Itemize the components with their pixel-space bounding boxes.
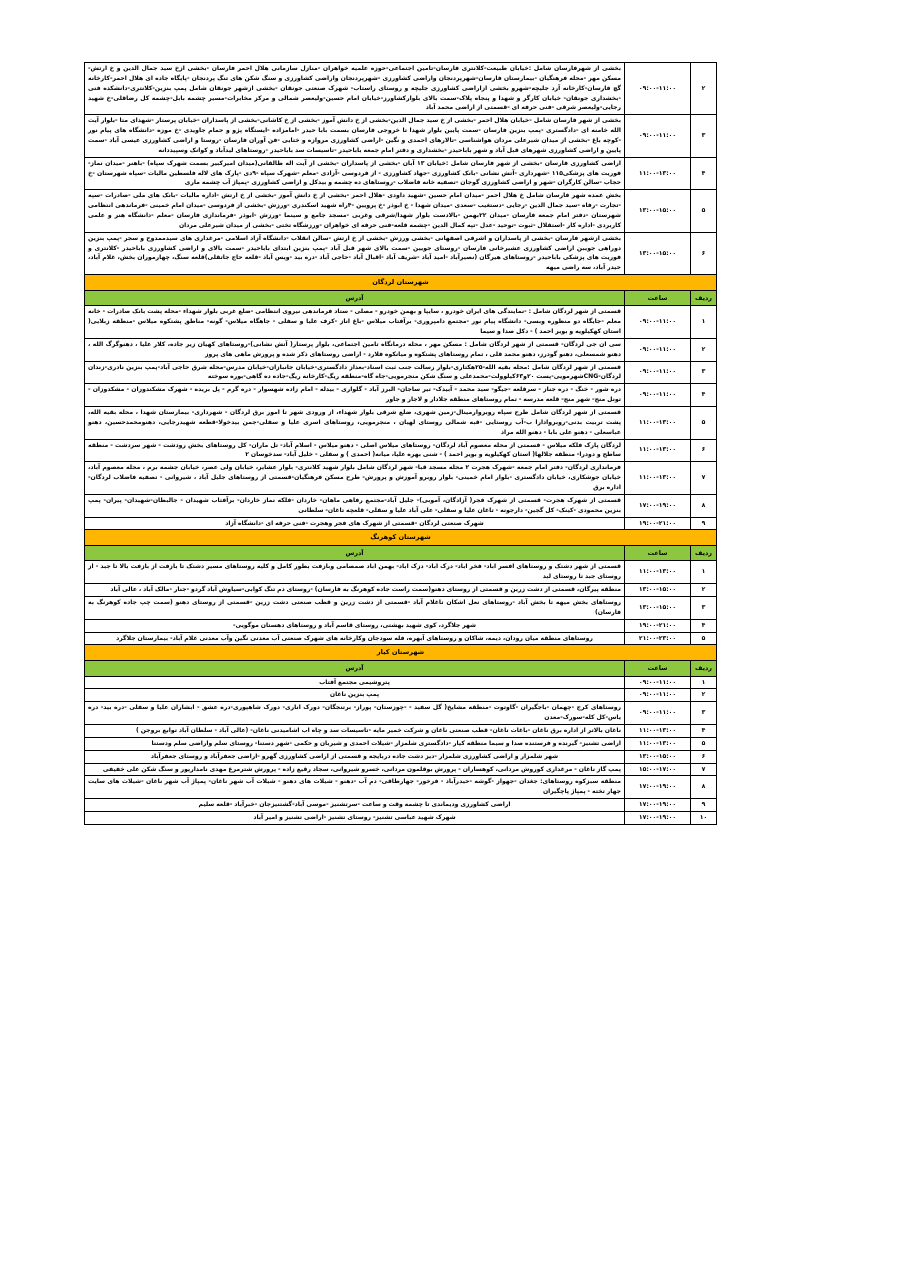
outage-time-cell: ۱۹:۰۰-۲۱:۰۰ bbox=[625, 517, 691, 530]
outage-address-cell: قسمتی از شهر لردگان شامل : -نمایندگی های ایران خودرو ، سایپا و بهمن خودرو - مصلی - ستاد فرماندهی نیروی انتظامی -ضلع غربی بلوار شهداء -محله پشت بانک صادرات - خانه معلم -جایگاه دو منظوره وبسی- دانشگاه پیام نور -مجتمع دامپروری- برآفتاب میلاس -باغ اناز -کرف علیا و سفلی - جاهگاه میلاس- گونه- مناطق پشتکوه میلاس -منطقه زبلایی( استان کهکیلویه و بویر احمد ) - دکل صدا و سیما bbox=[85, 306, 625, 339]
table-row bbox=[85, 462, 717, 495]
outage-time-cell: ۱۳:۰۰-۱۵:۰۰ bbox=[625, 750, 691, 763]
outage-address-cell: روستاهای منطقه میان رودان، دیمه، شاکان و روستاهای آبهره، فله سودجان وکارخانه های شهرک صنعتی آب معدنی نگین وآب معدنی غلام آباد- بیمارستان جلاگرد bbox=[85, 632, 625, 645]
row-number-cell: ۵ bbox=[691, 190, 717, 232]
outage-time-cell: ۱۳:۰۰-۱۵:۰۰ bbox=[625, 597, 691, 620]
column-header-row bbox=[85, 290, 717, 305]
outage-address-cell: اراضی کشاورزی ودیماندی تا چشمه وقت و ساعت -سرتشنیز -موسی آباد-گشتنیزجان -خبرآباد -قلعه سلیم bbox=[85, 799, 625, 812]
column-header-time: ساعت bbox=[625, 546, 691, 561]
row-number-cell: ۷ bbox=[691, 763, 717, 776]
row-number-cell: ۸ bbox=[691, 776, 717, 799]
row-number-cell: ۳ bbox=[691, 597, 717, 620]
outage-address-cell: قسمتی از شهر لردگان شامل طرح سپاه روبروارمینال-زمین شهری، ضلع شرقی بلوار شهداء، از ورودی شهر تا امور برق لردگان - شهرداری- بیمارستان شهدا ، محله بقیه الله، پشت تربیت بدنی-روبروادارا ب-آب روستایی -قبه شمالی روستای لهیان ، منجرمویی، روستاهای اسری علیا و سفلی-جمن بیدخولا-قطعه شهیدرجایی، دهنومحمدحسین، دهنو عباسعلی - دهنو علی بابا - دهنو الله مراد bbox=[85, 406, 625, 439]
column-header-row bbox=[85, 546, 717, 561]
row-number-cell: ۱ bbox=[691, 676, 717, 689]
column-header-time: ساعت bbox=[625, 290, 691, 305]
table-row bbox=[85, 115, 717, 157]
outage-time-cell: ۰۹:۰۰-۱۱:۰۰ bbox=[625, 63, 691, 115]
table-row bbox=[85, 384, 717, 407]
outage-time-cell: ۰۹:۰۰-۱۱:۰۰ bbox=[625, 361, 691, 384]
outage-address-cell: لردگان پارک فلکه میلاس - قسمتی از محله معصوم آباد لردگان- روستاهای میلاس اصلی - دهنو میلاس - اسلام آباد- تل ماران- کل روستاهای بخش رودشت - شهر سردشت - منطقه ساطح و دودرا- منطقه جلالها( استان کهکیلویه و بویر احمد ) - شنی بهره علیا، میانه( احمدی ) و سفلی - خلیل آباد- سدخوسان ۲ bbox=[85, 439, 625, 462]
section-title-section-lordegan: شهرستان لردگان bbox=[85, 275, 717, 291]
row-number-cell: ۱ bbox=[691, 306, 717, 339]
section-title-row bbox=[85, 645, 717, 661]
table-row bbox=[85, 517, 717, 530]
outage-address-cell: روستاهای بخش میهه تا بخش آباد -روستاهای نعل اشکان تاغلام آباد -قسمتی از دشت زرین و قطب صنعتی دشت زرین -قسمتی از روستای دهنو (سمت چپ جاده کوهرنگ به فارسان) bbox=[85, 597, 625, 620]
section-title-section-koohrang: شهرستان کوهرنگ bbox=[85, 530, 717, 546]
outage-address-cell: شهرک شهید عباسی تشنیز- روستای تشنیز -اراضی تشنیز و امیر آباد bbox=[85, 811, 625, 824]
outage-time-cell: ۱۱:۰۰-۱۳:۰۰ bbox=[625, 157, 691, 190]
outage-time-cell: ۰۹:۰۰-۱۱:۰۰ bbox=[625, 115, 691, 157]
row-number-cell: ۵ bbox=[691, 406, 717, 439]
outage-time-cell: ۱۱:۰۰-۱۳:۰۰ bbox=[625, 561, 691, 584]
table-row bbox=[85, 619, 717, 632]
outage-address-cell: قسمتی از شهر دشتک و روستاهای افسر اباد- فخر اباد- درک اباد- دزک اباد- بهمن اباد صمصامی وبازفت بطور کامل و کلیه روستاهای مسیر دشتک تا بازفت از بازفت بالا تا جبد - از روستای جبد تا روستای لبد bbox=[85, 561, 625, 584]
row-number-cell: ۳ bbox=[691, 702, 717, 725]
outage-time-cell: ۰۹:۰۰-۱۱:۰۰ bbox=[625, 384, 691, 407]
table-row bbox=[85, 494, 717, 517]
row-number-cell: ۶ bbox=[691, 750, 717, 763]
outage-time-cell: ۲۱:۰۰-۲۳:۰۰ bbox=[625, 632, 691, 645]
outage-address-cell: منطقه سبزکوه روستاهای: جغدان -جهواز -گوشه -حیدرآباد - فرخور- جهارطاقی- دم آب -دهنو - شیلات های دهنو - شیلات آب شهر ناغان- پمپاژ آب شهر ناغان -شیلات های سایت جهار تخته - پمپاژ پاچگیران bbox=[85, 776, 625, 799]
outage-address-cell: پتروشیمی مجتمع آفتاب bbox=[85, 676, 625, 689]
outage-time-cell: ۱۷:۰۰-۱۹:۰۰ bbox=[625, 799, 691, 812]
outage-time-cell: ۰۹:۰۰-۱۱:۰۰ bbox=[625, 702, 691, 725]
column-header-time: ساعت bbox=[625, 661, 691, 676]
outage-time-cell: ۱۳:۰۰-۱۵:۰۰ bbox=[625, 232, 691, 274]
column-header-row-number: ردیف bbox=[691, 661, 717, 676]
row-number-cell: ۱ bbox=[691, 561, 717, 584]
table-row bbox=[85, 776, 717, 799]
table-row bbox=[85, 190, 717, 232]
row-number-cell: ۵ bbox=[691, 632, 717, 645]
row-number-cell: ۷ bbox=[691, 462, 717, 495]
outage-time-cell: ۰۹:۰۰-۱۱:۰۰ bbox=[625, 676, 691, 689]
row-number-cell: ۲ bbox=[691, 584, 717, 597]
column-header-row-number: ردیف bbox=[691, 290, 717, 305]
column-header-row-number: ردیف bbox=[691, 546, 717, 561]
outage-time-cell: ۰۹:۰۰-۱۱:۰۰ bbox=[625, 306, 691, 339]
outage-address-cell: پمپ بنزین ناغان bbox=[85, 689, 625, 702]
table-row bbox=[85, 584, 717, 597]
table-row bbox=[85, 689, 717, 702]
table-row bbox=[85, 597, 717, 620]
outage-address-cell: شهر جلاگرد، کوی شهید بهشتی، روستای قاسم آباد و روستاهای دهستان موگویی- bbox=[85, 619, 625, 632]
outage-address-cell: بخشی از شهرفارسان شامل :خیابان طبیعت-کلانتری فارسان-تامین اجتماعی-حوزه علمیه خواهران -منازل سازمانی هلال احمر فارسان -بخشی ازخ سید جمال الدین و خ ارتش- مسکن مهر -محله فرهنگیان -بیمارستان فارسان-شهرپردنجان واراضی کشاورزی -شهرپردنجان واراضی کشاورزی و سنگ شکن های تنگ پردنجان -پایگاه جاده ای هلال احمر-کارخانه گچ فارسان-کارخانه آرد جلیچه-شهرو بخشی ازاراضی کشاورزی جلیچه و روستای راستاب- شهرک صنعتی جونقان -بخشی ازشهر جونقان شامل پمپ بنزین-کلانتری-دانشکده فنی -بخشداری جونقان- خیابان کارگر و شهدا و پنجاه پلاک-سمت بالای بلوارکشاورز-خیابان امام حسین-ولیعصر شمالی و مرکز مخابرات-مسیر چشمه بابل-چشمه کل رضاقلی-خ شهید رجایی-ولیعصر شرقی -فنی حرفه ای -قسمتی از اراضی محمد آباد bbox=[85, 63, 625, 115]
row-number-cell: ۹ bbox=[691, 517, 717, 530]
table-row bbox=[85, 338, 717, 361]
table-row bbox=[85, 157, 717, 190]
row-number-cell: ۲ bbox=[691, 63, 717, 115]
row-number-cell: ۹ bbox=[691, 799, 717, 812]
outage-time-cell: ۱۹:۰۰-۲۱:۰۰ bbox=[625, 619, 691, 632]
outage-address-cell: منطقه پیرگان، قسمتی از دشت زرین و قسمتی از روستای دهنو(سمت راست جاده کوهرنگ به فارسان) -روستای دم تنگ کوابی-سیاوش آباد گردو -جنار -مالک آباد ، عالی آباد bbox=[85, 584, 625, 597]
row-number-cell: ۸ bbox=[691, 494, 717, 517]
outage-time-cell: ۱۳:۰۰-۱۵:۰۰ bbox=[625, 584, 691, 597]
outage-time-cell: ۱۱:۰۰-۱۳:۰۰ bbox=[625, 439, 691, 462]
row-number-cell: ۲ bbox=[691, 689, 717, 702]
table-row bbox=[85, 799, 717, 812]
row-number-cell: ۲ bbox=[691, 338, 717, 361]
outage-address-cell: پمپ گاز ناغان - مرغداری کوروش مردانی، کوهساران - پرورش بوقلمون مردانی، خسرو شیروانی، سجاد رقیع زاده - پرورش شترمرغ مهدی نامدارپور و سنگ شکن علی خفیفی bbox=[85, 763, 625, 776]
outage-time-cell: ۱۱:۰۰-۱۳:۰۰ bbox=[625, 462, 691, 495]
table-row bbox=[85, 63, 717, 115]
table-row bbox=[85, 702, 717, 725]
outage-time-cell: ۱۷:۰۰-۱۹:۰۰ bbox=[625, 776, 691, 799]
outage-time-cell: ۱۷:۰۰-۱۹:۰۰ bbox=[625, 494, 691, 517]
outage-address-cell: ناغان بالاتر از اداره برق ناغان -باغات ناغان- قطب صنعتی ناغان و شرکت خمیر مایه -تاسیسات سد و چاه اب اشامیدنی ناغان- (عالی آباد - سلطان آباد توابع بروجن ) bbox=[85, 724, 625, 737]
table-row bbox=[85, 439, 717, 462]
outage-address-cell: شهر شلمزار و اراضی کشاورزی شلمزار -دیز دشت جاده دربایجه و قسمتی از اراضی کشاورزی گهرو -اراضی جعفرآباد و روستای جعفرآباد bbox=[85, 750, 625, 763]
section-title-row bbox=[85, 530, 717, 546]
row-number-cell: ۶ bbox=[691, 232, 717, 274]
column-header-address: آدرس bbox=[85, 546, 625, 561]
outage-address-cell: فرمانداری لردگان- دفتر امام جمعه -شهرک هجرت ۲ محله مسجد قبا- شهر لردگان شامل بلوار شهید کلانتری- بلوار عشایر، خیابان ولی عصر، خیابان جشمه برم ، محله معصوم آباد، خیابان جوشکاری، خیابان دادگستری -بلوار امام خمینی- بلوار روبرو آموزش و پرورش- طرح مسکن فرهنگیان-قسمتی از روستاهای جلیل آباد ، شیروانی - تصفیه فاضلاب لردگان-اداره برق bbox=[85, 462, 625, 495]
outage-address-cell: سی ان جی لردگان- قسمتی از شهر لردگان شامل : مسکن مهر ، محله درمانگاه تامین اجتماعی، بلوار پرستار( آتش نشانی)-روستاهای کهیان زیر جاده، کلار علیا ، دهنوگرگ الله ، دهنو شمسعلی، دهنو گودرز، دهنو محمد قلی ، تمام روستاهای پشتکوه و میانکوه فلارد - اراضی روستاهای ذکر شده و پرورش ماهی های پروز bbox=[85, 338, 625, 361]
table-row bbox=[85, 724, 717, 737]
column-header-address: آدرس bbox=[85, 290, 625, 305]
row-number-cell: ۱۰ bbox=[691, 811, 717, 824]
outage-address-cell: بخشی ازشهر فارسان -بخشی از پاسداران و اشرفی اصفهانی -بخشی ورزش -بخشی از خ ارتش -سالن انقلاب -دانشگاه آزاد اسلامی -مرغداری های سیدممدوح و سجر -پمپ بنزین دوراهی جویبن اراضی کشاورزی عشیرخانی فارسان -روستای جویین -سمت بالای شهر قبل آباد -پمپ بنزین ابتدای باباحیدر -سمت بالای و اراضی کشاورزی باباحیدر -کلانتری و فوریت های پزشکی باباحیدر -روستاهای هیرگان (نصیرآباد -امید آباد -شریف آباد -اقبال آباد -حاجی آباد -دره بید -ویس آباد -قلعه حاج جاتقلی)قلعه سنگ، چهارموران بخش، غلام آباد، حیدر آباد، سه راضی میهه bbox=[85, 232, 625, 274]
row-number-cell: ۴ bbox=[691, 157, 717, 190]
outage-address-cell: قسمتی از شهرک هجرت- قسمتی از شهرک فجر( آزادگان، آموبی)- جلیل آباد-مجتمع رفاهی ماهان- خاردان -فلکه نماز خاردان- برآفتاب شهیدان - جالبطان-شهیدان- پیران- پمپ بنزین محمودی -کینک- کل گجین- دارجونه - تاغان علیا و سفلی- علی آباد علیا و سفلی- قلعچه تاغان- سلطانی bbox=[85, 494, 625, 517]
outage-time-cell: ۱۱:۰۰-۱۳:۰۰ bbox=[625, 724, 691, 737]
table-row bbox=[85, 737, 717, 750]
section-title-row bbox=[85, 275, 717, 291]
outage-time-cell: ۱۳:۰۰-۱۵:۰۰ bbox=[625, 190, 691, 232]
table-row bbox=[85, 361, 717, 384]
row-number-cell: ۴ bbox=[691, 384, 717, 407]
table-row bbox=[85, 561, 717, 584]
section-title-section-kiar: شهرستان کیار bbox=[85, 645, 717, 661]
row-number-cell: ۴ bbox=[691, 724, 717, 737]
row-number-cell: ۵ bbox=[691, 737, 717, 750]
outage-schedule-sheet bbox=[85, 62, 717, 825]
column-header-row bbox=[85, 661, 717, 676]
row-number-cell: ۴ bbox=[691, 619, 717, 632]
table-row bbox=[85, 632, 717, 645]
outage-time-cell: ۱۱:۰۰-۱۳:۰۰ bbox=[625, 737, 691, 750]
table-row bbox=[85, 811, 717, 824]
outage-time-cell: ۱۱:۰۰-۱۳:۰۰ bbox=[625, 406, 691, 439]
outage-address-cell: بخش عمده شهر فارسان شامل خ هلال احمر -میدان امام حسین -شهید داودی -هلال احمر -بخشی از خ دانش آموز -بخشی از خ ارتش -اداره مالیات -بانک های ملی -صادرات -سپه -تجارت -رفاه -سید جمال الدین -رجایی -دستغیب -سعدی -میدان شهدا - خ ابوذر -خ پرویین -۴راه شهید اسکندری -ورزش -بخشی از فردوسی -میدان امام خمینی -فرماندهی انتظامی شهرستان -دفتر امام جمعه فارسان -میدان ۲۲بهمن -بالادست بلوار شهدا/شرقی وغربی -مسجد جامع و سینما -ورزش -ابوذر -فرماندازی فارسان -معلم -دانشگاه هنر و علمی کاربردی -اداره کار -استقلال -ثبوت -توحید -عدل -تپه کمال الدین -چشمه قلعه-فنی حرفه ای خواهران -ورزشگاه تختی -بخشی از میدان شیرعلی مردان bbox=[85, 190, 625, 232]
row-number-cell: ۳ bbox=[691, 361, 717, 384]
table-row bbox=[85, 763, 717, 776]
outage-address-cell: دره شور - خنگ - دره جناز - سرقلعه -جیگو- سید محمد - آبیدک- تیر ساجان- البرز آباد - گلواری - بیدله - امام زاده شهسوار - دره گرم - پل بریده - شهرک مشکندوزان - مشکدوزان - تونل منج- شهر منج- قلعه مدرسه - تمام روستاهای منطقه جلادار و لاجار و جاور bbox=[85, 384, 625, 407]
outage-time-cell: ۰۹:۰۰-۱۱:۰۰ bbox=[625, 689, 691, 702]
table-row bbox=[85, 750, 717, 763]
outage-address-cell: اراضی تشنیز- گیرنده و فرستنده صدا و سیما منطقه کیار -دادگستری شلمزار -شیلات احمدی و شیربان و حکمی -شهر دستنا- روستای سلم واراضی سلم ودستنا bbox=[85, 737, 625, 750]
outage-time-cell: ۰۹:۰۰-۱۱:۰۰ bbox=[625, 338, 691, 361]
outage-time-cell: ۱۷:۰۰-۱۹:۰۰ bbox=[625, 811, 691, 824]
power-outage-table bbox=[84, 62, 717, 825]
outage-address-cell: اراضی کشاورزی فارسان -بخشی از شهر فارسان شامل :خیابان ۱۳ آبان -بخشی از پاسداران -بخشی از آیت اله طالقانی(میدان امیرکبیر بسمت شهرک سپاه) -باهنر -میدان نماز- فوریت های پزشکی۱۱۵ -شهرداری -آتش نشانی -بانک کشاورزی -جهاد کشاورزی - از فردوسی -آزادی -معلم -شهرک سپاه -۹دی -پارک های لاله فلسطین مالیات -سپاه شهرستان -خ حجاب -سالن کارگران -شهر و اراضی کشاورزی گوجان -تصفیه خانه فاضلاب -روستاهای ده چشمه و بیدکل و اراضی کشاورزی -پمپاژ آب چشمه ماری bbox=[85, 157, 625, 190]
table-row bbox=[85, 306, 717, 339]
row-number-cell: ۶ bbox=[691, 439, 717, 462]
outage-address-cell: روستاهای کرج -چهمان -باجگیران -گاوتوت -منطقه مشایخ( گل سفید - -چوزستان- پوراز- برتنجگان- دورک اناری- دورک شاهپوری-دره عشق - ابشاران علیا و سفلی -دره بید- دره یاس-کل کله-سورک-معدن bbox=[85, 702, 625, 725]
table-row bbox=[85, 232, 717, 274]
outage-address-cell: بخشی از شهر فارسان شامل -خیابان هلال احمر -بخشی از خ سید جمال الدین-بخشی از خ دانش آموز -بخشی از خ کاشانی-بخشی از پاسداران -خیابان پرستار -شهدای متا -بلوار آیت الله خامنه ای -دادگستری -پمپ بنزین فارسان -سمت پایین بلوار شهدا تا خروجی فارسان بسمت بابا حیدر -امامزاده -ایستگاه پژو و حمام جاویدی -خ موزه -دانشگاه های پیام نور -کوچه باغ -بخشی از میدان شیرعلی مردان هواشناسی -تالارهای احمدی و نگین -اراضی کشاورزی مروازه و ختایی -فن آوران فارسان -روستا و اراضی کشاورزی عیسی آباد -سمت پایین و اراضی کشاورزی شهرهای قبل آباد و شهر باباحیدر -بخشداری و دفتر امام جمعه باباحیدر -تاسیسات سد باباحیدر -روستاهای لیدآباد و کوانک وسپیددانه bbox=[85, 115, 625, 157]
outage-time-cell: ۱۵:۰۰-۱۷:۰۰ bbox=[625, 763, 691, 776]
column-header-address: آدرس bbox=[85, 661, 625, 676]
outage-address-cell: قسمتی از شهر لردگان شامل :محله بقیه الله-۲۵هکتاری-بلوار رسالت جنب ثبت اسناد-بعداز دادگستری-خیابان جانبازان-خیابان مدرس-محله شرق حاجی آباد-پمپ بنزین نادری-زندان لردگان-CNGشهرمویی-پست ۲۰و۶۳کیلوولت-محمدعلی و سنگ شکن منجرمویی-جاه گاه-منطقه ریگ-کارخانه ریگ-جاده ده گاهی-بوره سوخته bbox=[85, 361, 625, 384]
table-row bbox=[85, 406, 717, 439]
outage-address-cell: شهرک صنعتی لردگان -قسمتی از شهرک های فجر وهجرت -فنی حرفه ای -دانشگاه آزاد bbox=[85, 517, 625, 530]
row-number-cell: ۳ bbox=[691, 115, 717, 157]
table-row bbox=[85, 676, 717, 689]
